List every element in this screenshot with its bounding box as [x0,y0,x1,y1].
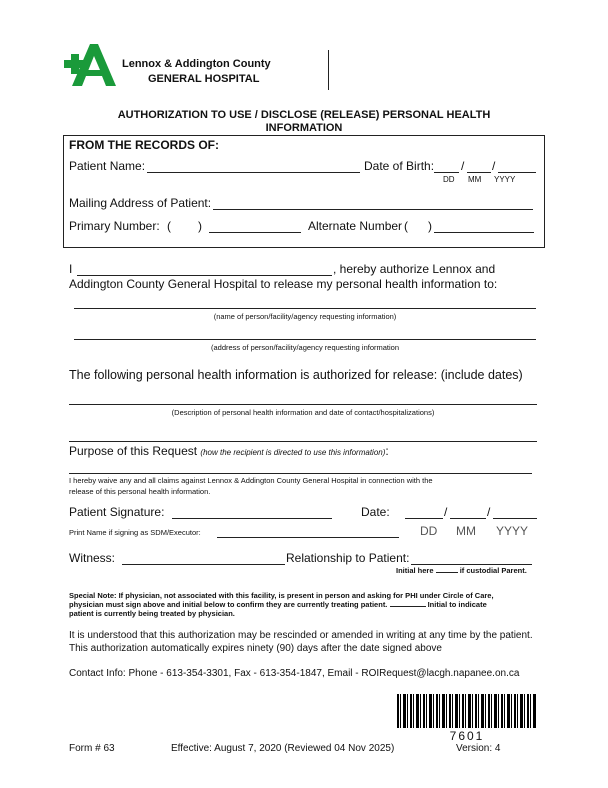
org-name-line2: GENERAL HOSPITAL [148,73,260,85]
physician-initial-field[interactable] [390,606,426,607]
primary-paren-close: ) [198,219,202,233]
patient-name-field[interactable] [147,172,360,173]
authorize-i: I [69,262,73,276]
date-dd-hint-pos: DD [420,524,438,538]
info-authorized-text: The following personal health information is authorized for release: (include dates) [69,368,523,382]
date-yyyy-hint: YYYY [496,524,529,538]
dob-mm-hint: MM [468,175,482,184]
barcode [397,694,537,728]
footer-version: Version: 4 [456,743,501,754]
alternate-paren-open: ( [404,219,408,233]
date-label: Date: [361,505,390,519]
rescind-line1: It is understood that this authorization may be rescinded or amended in writing at any time by the patient. [69,630,533,641]
footer-effective: Effective: August 7, 2020 (Reviewed 04 Nov 2025) [171,743,395,754]
dob-sep1: / [461,159,465,173]
records-heading: FROM THE RECORDS OF: [69,138,219,152]
date-mm-hint: MM [456,524,476,538]
recipient-address-field[interactable] [74,339,536,340]
footer-form-number: Form # 63 [69,743,115,754]
recipient-name-caption: (name of person/facility/agency requesting information) [213,312,397,321]
date-day-field[interactable] [405,518,443,519]
mailing-address-field[interactable] [213,209,533,210]
print-name-label: Print Name if signing as SDM/Executor: [69,528,201,537]
relationship-label: Relationship to Patient: [286,551,410,565]
purpose-colon: : [385,444,389,458]
special-note-line3: patient is currently being treated by physician. [69,609,235,618]
authorize-text-line2: Addington County General Hospital to release my personal health information to: [69,277,498,291]
hospital-logo-icon [62,42,118,88]
primary-number-label: Primary Number: [69,219,160,233]
barcode-number: 7601 [449,729,485,743]
initial-here-text [396,566,527,575]
dob-day-field[interactable] [434,172,459,173]
recipient-address-caption: (address of person/facility/agency requesting information [210,343,400,352]
special-note-line1: Special Note: If physician, not associated with this facility, is present in person and asking for PHI under Circle of Care, [69,591,494,600]
info-description-field-2[interactable] [69,441,537,442]
initial-here-a: Initial here [396,566,434,575]
date-year-field[interactable] [493,518,537,519]
alternate-paren-close: ) [428,219,432,233]
witness-label: Witness: [69,551,116,565]
dob-year-field[interactable] [498,172,536,173]
purpose-label: Purpose of this Request [69,444,198,458]
waive-text-line2: release of this personal health information. [69,487,211,496]
relationship-field[interactable] [411,564,532,565]
initial-here-blank[interactable] [436,572,458,573]
org-name-line1: Lennox & Addington County [122,58,271,70]
patient-signature-field[interactable] [172,518,332,519]
info-description-field[interactable] [69,404,537,405]
authorizing-person-field[interactable] [77,275,332,276]
alternate-number-label: Alternate Number [308,219,403,233]
patient-signature-label: Patient Signature: [69,505,165,519]
purpose-row [69,444,389,458]
waive-text-line1: I hereby waive any and all claims against Lennox & Addington County General Hospital in connection with the [69,476,433,485]
info-description-caption: (Description of personal health information and date of contact/hospitalizations) [171,408,435,417]
purpose-field[interactable] [69,473,532,474]
special-note-line2 [69,600,487,609]
alternate-number-field[interactable] [434,232,534,233]
rescind-line2: This authorization automatically expires ninety (90) days after the date signed above [69,643,442,654]
dob-yyyy-hint: YYYY [494,175,516,184]
authorize-text-rest: , hereby authorize Lennox and [333,262,496,276]
form-title-line2: INFORMATION [265,122,343,134]
witness-field[interactable] [122,564,285,565]
primary-paren-open: ( [167,219,171,233]
primary-number-field[interactable] [209,232,301,233]
recipient-name-field[interactable] [74,308,536,309]
special-note-2b: Initial to indicate [427,600,487,609]
form-title-line1: AUTHORIZATION TO USE / DISCLOSE (RELEASE) PERSONAL HEALTH [117,109,491,121]
header-divider [328,50,329,90]
date-sep1: / [444,505,448,519]
date-sep2: / [487,505,491,519]
contact-info: Contact Info: Phone - 613-354-3301, Fax - 613-354-1847, Email - ROIRequest@lacgh.napanee.on.ca [69,668,520,679]
dob-sep2: / [492,159,496,173]
mailing-address-label: Mailing Address of Patient: [69,196,212,210]
date-month-field[interactable] [450,518,486,519]
special-note-2a: physician must sign above and initial below to confirm they are currently treating patient. [69,600,388,609]
patient-name-label: Patient Name: [69,159,146,173]
dob-label: Date of Birth: [364,159,435,173]
print-name-field[interactable] [217,537,399,538]
dob-month-field[interactable] [467,172,491,173]
purpose-hint: (how the recipient is directed to use this information) [200,448,386,457]
initial-here-b: if custodial Parent. [459,566,527,575]
dob-dd-hint: DD [443,175,455,184]
